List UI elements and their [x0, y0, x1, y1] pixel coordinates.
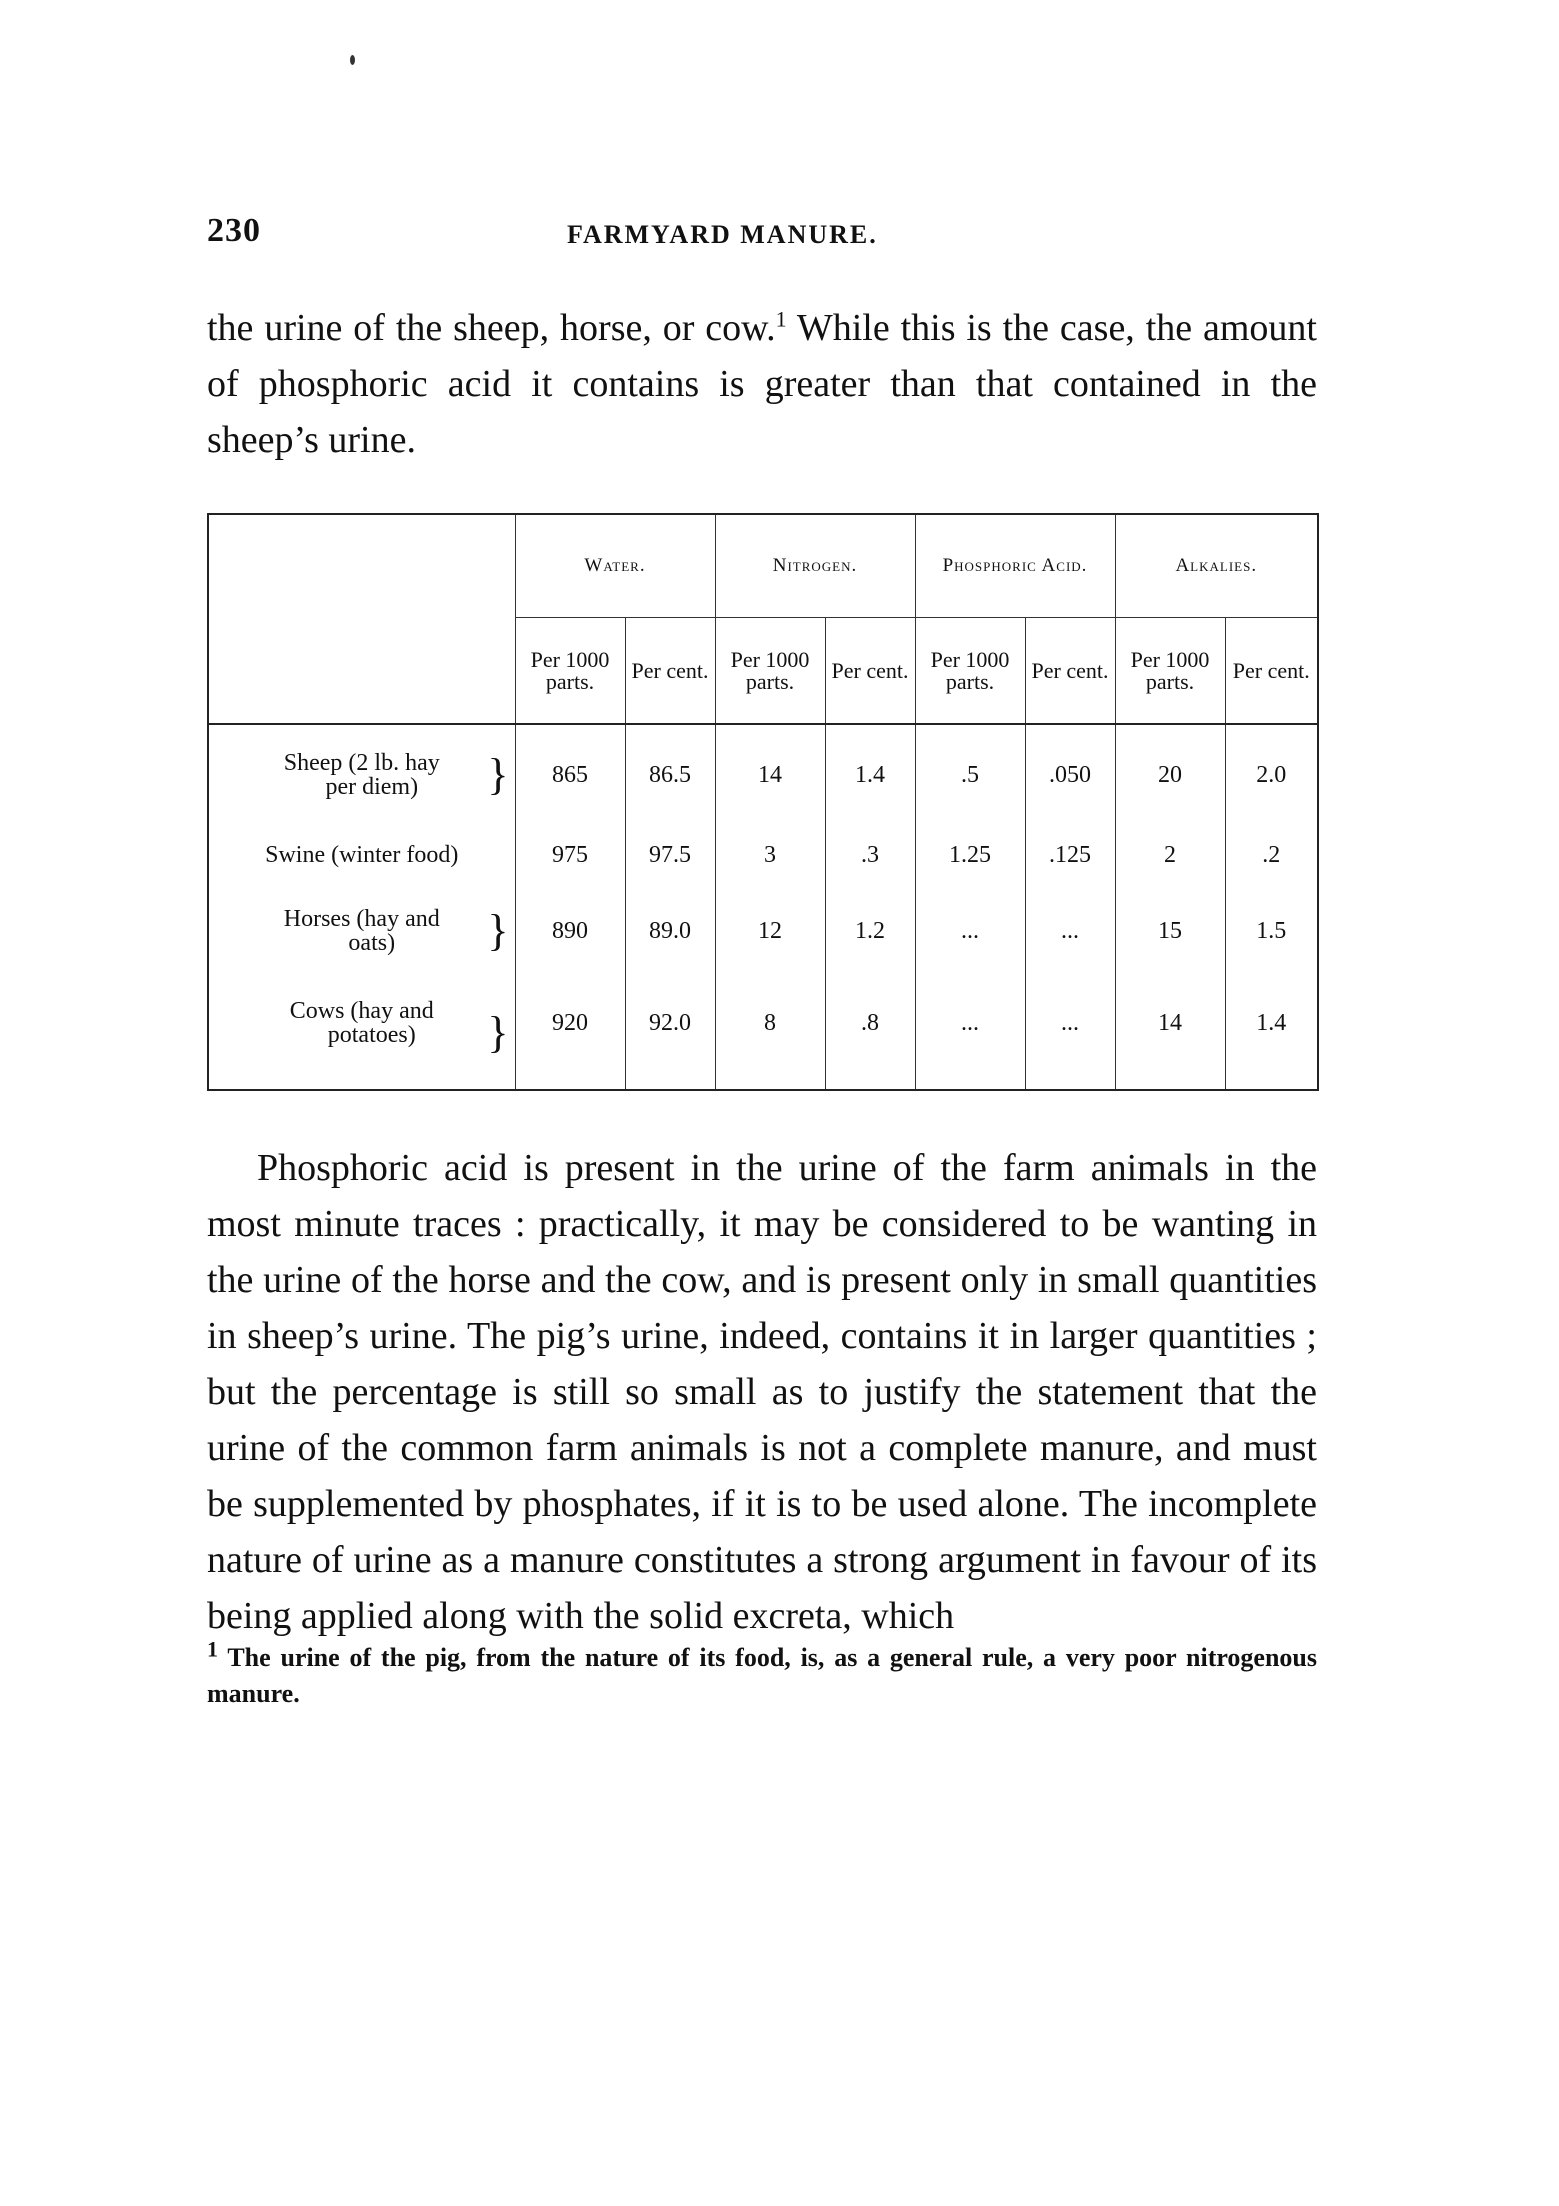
header-alkalies: Alkalies.	[1115, 514, 1318, 618]
row-label	[208, 885, 515, 977]
table-cell: 89.0	[625, 885, 715, 977]
table-cell: 1.25	[915, 825, 1025, 885]
row-label-line1: Sheep (2 lb. hay	[283, 750, 440, 776]
table-cell: ...	[1025, 885, 1115, 977]
table-cell: 865	[515, 724, 625, 825]
row-label-line2: potatoes)	[327, 1022, 416, 1048]
table-cell: 920	[515, 977, 625, 1090]
table-cell: ...	[915, 885, 1025, 977]
table-cell: 14	[715, 724, 825, 825]
running-head	[207, 212, 1317, 262]
footnote-marker: 1	[207, 1636, 218, 1662]
paragraph-top-rest: While this is the case, the amount of phosphoric acid it contains is greater than that contained in the sheep’s urine.	[207, 307, 1317, 461]
table-cell: 92.0	[625, 977, 715, 1090]
table-cell: 20	[1115, 724, 1225, 825]
table-cell: 12	[715, 885, 825, 977]
row-label	[208, 724, 515, 825]
table-cell: 86.5	[625, 724, 715, 825]
footnote-text: The urine of the pig, from the nature of its food, is, as a general rule, a very poor nitrogenous manure.	[207, 1643, 1317, 1708]
subheader: Per 1000 parts.	[515, 618, 625, 725]
subheader: Per cent.	[1025, 618, 1115, 725]
subheader: Per cent.	[825, 618, 915, 725]
table-cell: .8	[825, 977, 915, 1090]
header-water: Water.	[515, 514, 715, 618]
row-label-line1: Horses (hay and	[283, 906, 440, 932]
footnote	[207, 1636, 1317, 1712]
row-label-line2: per diem)	[325, 774, 419, 800]
table-cell: 890	[515, 885, 625, 977]
row-label	[208, 977, 515, 1090]
running-title: FARMYARD MANURE.	[567, 220, 878, 249]
table-cell: ...	[915, 977, 1025, 1090]
footnote-ref: 1	[775, 306, 787, 332]
table-row-horses	[208, 885, 1318, 977]
table-row-swine	[208, 825, 1318, 885]
table-cell: 8	[715, 977, 825, 1090]
table-cell: 2	[1115, 825, 1225, 885]
row-label-line2: oats)	[348, 930, 396, 956]
page-number: 230	[207, 212, 261, 249]
table-cell: 1.4	[825, 724, 915, 825]
table-cell: 97.5	[625, 825, 715, 885]
table-row-sheep	[208, 724, 1318, 825]
header-nitrogen: Nitrogen.	[715, 514, 915, 618]
subheader: Per 1000 parts.	[1115, 618, 1225, 725]
table-row-cows	[208, 977, 1318, 1090]
subheader: Per cent.	[1225, 618, 1318, 725]
row-label-line1: Swine (winter food)	[265, 842, 459, 868]
subheader: Per 1000 parts.	[715, 618, 825, 725]
brace-mark: }	[487, 750, 509, 799]
ink-speck	[350, 55, 355, 65]
table-cell: 14	[1115, 977, 1225, 1090]
table-cell: .050	[1025, 724, 1115, 825]
brace-mark: }	[487, 906, 509, 955]
paragraph-top-text: the urine of the sheep, horse, or cow.	[207, 307, 776, 349]
table-cell: 1.2	[825, 885, 915, 977]
table-cell: .2	[1225, 825, 1318, 885]
table-cell: 1.4	[1225, 977, 1318, 1090]
row-label-line1: Cows (hay and	[289, 998, 434, 1024]
table-cell: ...	[1025, 977, 1115, 1090]
header-phosphoric-acid: Phosphoric Acid.	[915, 514, 1115, 618]
paragraph-top	[207, 300, 1317, 468]
brace-mark: }	[487, 1008, 509, 1057]
table-corner	[208, 514, 515, 724]
table-cell: 1.5	[1225, 885, 1318, 977]
subheader: Per 1000 parts.	[915, 618, 1025, 725]
table-cell: .125	[1025, 825, 1115, 885]
paragraph-main: Phosphoric acid is present in the urine of the farm animals in the most minute traces : practically, it may be considered to be wanting in the urine of the horse and the cow, and is present only in small quantities in sheep’s urine. The pig’s urine, indeed, contains it in larger quantities ; but the percentage is still so small as to justify the statement that the urine of the common farm animals is not a complete manure, and must be supplemented by phosphates, if it is to be used alone. The incomplete nature of urine as a manure constitutes a strong argument in favour of its being applied along with the solid excreta, which	[207, 1147, 1317, 1637]
table-cell: .3	[825, 825, 915, 885]
table-cell: 15	[1115, 885, 1225, 977]
table-cell: 975	[515, 825, 625, 885]
table-cell: 2.0	[1225, 724, 1318, 825]
table-cell: .5	[915, 724, 1025, 825]
urine-composition-table	[207, 513, 1317, 1093]
table-cell: 3	[715, 825, 825, 885]
row-label	[208, 825, 515, 885]
subheader: Per cent.	[625, 618, 715, 725]
